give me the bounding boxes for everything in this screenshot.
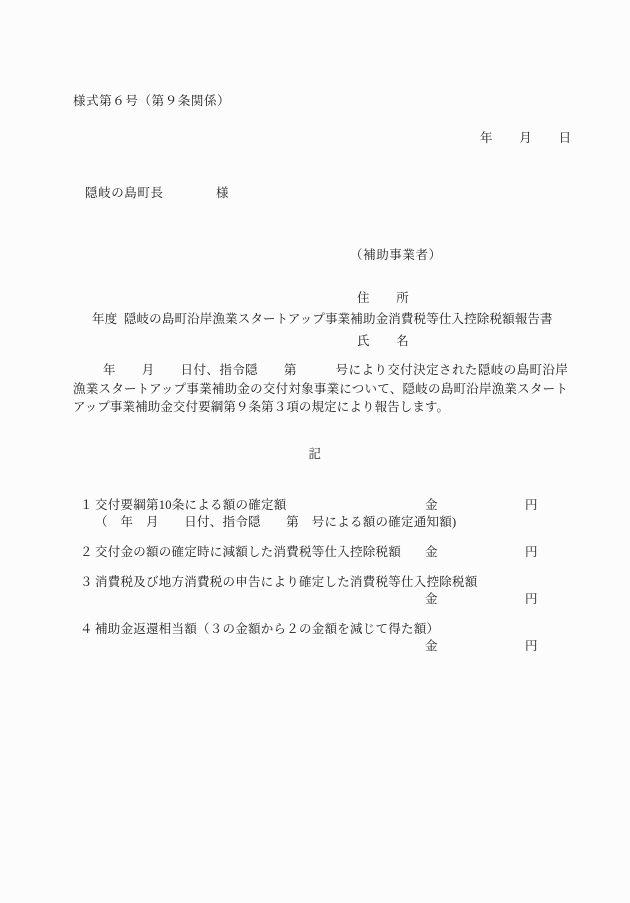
item-list [0, 495, 630, 666]
amount-prefix: 金 [425, 639, 438, 653]
applicant-block [350, 224, 442, 378]
document-title: 年度 隠岐の島町沿岸漁業スタートアップ事業補助金消費税等仕入控除税額報告書 [92, 312, 553, 326]
addressee-line: 隠岐の島町長 様 [85, 186, 230, 200]
amount-suffix: 円 [525, 592, 538, 606]
body-paragraph: 年 月 日付、指令隠 第 号により交付決定された隠岐の島町沿岸漁業スタートアップ事業補助金の交付対象事業について、隠岐の島町沿岸漁業スタートアップ事業補助金交付要綱第９条第３項の規定により報告します。 [73, 363, 568, 415]
item-sub-label: （ 年 月 日付、指令隠 第 号による額の確定通知額) [95, 515, 457, 529]
amount-prefix: 金 [425, 498, 438, 512]
amount-prefix: 金 [425, 592, 438, 606]
amount-suffix: 円 [525, 545, 538, 559]
item-label: 補助金返還相当額（３の金額から２の金額を減じて得た額） [95, 622, 440, 636]
form-number: 様式第６号（第９条関係） [73, 94, 231, 108]
item-label: 交付要綱第10条による額の確定額 [95, 498, 287, 512]
item-number: １ [80, 498, 93, 512]
applicant-name-label[interactable]: 氏 名 [357, 334, 410, 348]
list-item [0, 619, 630, 653]
item-main-line [0, 495, 630, 512]
item-main-line [0, 619, 630, 636]
item-number: ４ [80, 622, 93, 636]
item-amount-line [0, 636, 630, 653]
amount-input[interactable] [440, 542, 522, 557]
item-number: ２ [80, 545, 93, 559]
item-main-line [0, 542, 630, 559]
amount-prefix: 金 [425, 545, 438, 559]
applicant-address-label[interactable]: 住 所 [357, 291, 410, 305]
amount-input[interactable] [440, 589, 522, 604]
amount-input[interactable] [440, 495, 522, 510]
list-item [0, 495, 630, 529]
amount-input[interactable] [440, 636, 522, 651]
item-label: 消費税及び地方消費税の申告により確定した消費税等仕入控除税額 [95, 575, 478, 589]
list-item [0, 542, 630, 559]
date-line[interactable]: 年 月 日 [480, 131, 572, 145]
applicant-heading: （補助事業者） [350, 248, 442, 262]
list-item [0, 572, 630, 606]
item-label: 交付金の額の確定時に減額した消費税等仕入控除税額 [95, 545, 402, 559]
item-amount-line [0, 589, 630, 606]
ki-marker: 記 [308, 447, 322, 461]
item-main-line [0, 572, 630, 589]
amount-suffix: 円 [525, 639, 538, 653]
amount-suffix: 円 [525, 498, 538, 512]
item-sub-line [0, 512, 630, 529]
item-number: ３ [80, 575, 93, 589]
